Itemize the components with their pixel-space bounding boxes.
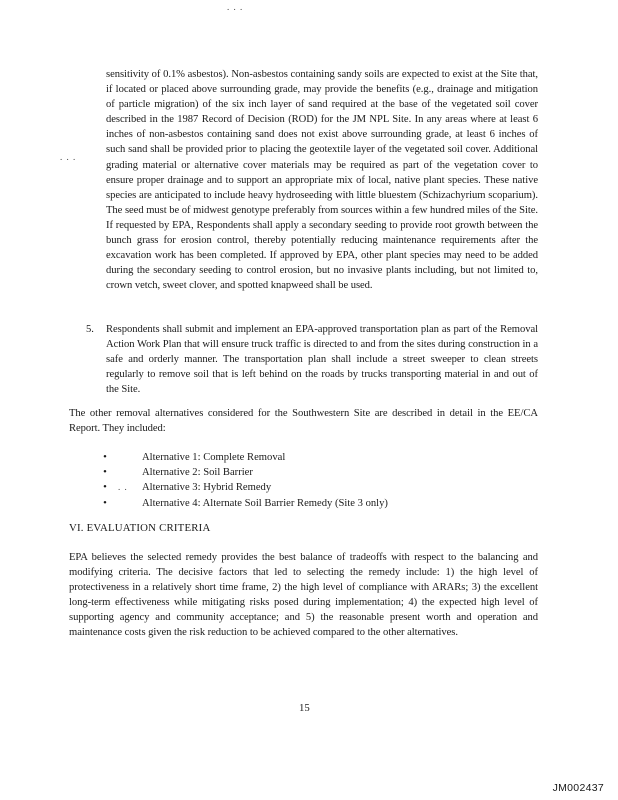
scan-artifact: . . — [118, 482, 128, 492]
item-text: Respondents shall submit and implement an EPA-approved transportation plan as part of the Removal Action Work Plan that will ensure truck traffic is directed to and from the sites during construction in a safe and orderly manner. The transportation plan shall include a street sweeper to clean streets regularly to remove soil that is left behind on the roads by trucks transporting material in and out of the Site. — [106, 324, 538, 396]
alternative-label: Alternative 2: Soil Barrier — [142, 467, 253, 479]
bullet-icon: • — [103, 497, 107, 509]
alternative-label: Alternative 3: Hybrid Remedy — [142, 482, 272, 494]
scan-artifact: . . . — [227, 2, 244, 12]
list-item — [100, 465, 388, 480]
scan-artifact: . . . — [60, 152, 77, 162]
item-number: 5. — [86, 324, 94, 335]
alternatives-intro: The other removal alternatives considered for the Southwestern Site are described in detail in the EE/CA Report. They included: — [69, 408, 538, 435]
page-number: 15 — [299, 702, 310, 714]
bates-number: JM002437 — [552, 782, 604, 794]
section-heading: VI. EVALUATION CRITERIA — [69, 522, 211, 534]
bullet-icon: • — [103, 467, 107, 479]
evaluation-paragraph: EPA believes the selected remedy provides the best balance of tradeoffs with respect to the balancing and modifying criteria. The decisive factors that led to selecting the remedy include: 1) the high level of protectiveness in a relatively short time frame, 2) the high level of compliance with ARARs; 3) the excellent long-term effectiveness while mitigating risks posed during implementation; 4) the expected high level of supporting agency and community acceptance; and 5) the reasonable present worth and operation and maintenance costs given the risk reduction to be achieved compared to the other alternatives. — [69, 552, 538, 639]
list-item — [100, 496, 388, 511]
alternative-label: Alternative 4: Alternate Soil Barrier Remedy (Site 3 only) — [142, 497, 388, 509]
list-item — [100, 450, 388, 465]
bullet-icon: • — [103, 482, 107, 494]
continued-paragraph: sensitivity of 0.1% asbestos). Non-asbestos containing sandy soils are expected to exist at the Site that, if located or placed above surrounding grade, may provide the benefits (e.g., drainage and mitigation of particle migration) of the six inch layer of sand required at the base of the vegetated soil cover described in the 1987 Record of Decision (ROD) for the JM NPL Site. In any areas where at least 6 inches of non-asbestos containing sand does not exist above surrounding grade, at least 6 inches of such sand shall be provided prior to placing the geotextile layer of the vegetated soil cover. Additional grading material or alternative cover materials may be required as part of the vegetation cover to ensure proper drainage and to support an appropriate mix of local, native plant species. These native species are anticipated to include heavy hydroseeding with little bluestem (Schizachyrium scoparium). The seed must be of midwest genotype preferably from sources within a few hundred miles of the Site. If requested by EPA, Respondents shall apply a secondary seeding to provide root growth between the bunch grass for erosion control, thereby potentially reducing maintenance requirements after the excavation work has been completed. If approved by EPA, other plant species may need to be added during the secondary seeding to control erosion, but no invasive plants including, but not limited to, crown vetch, sweet clover, and spotted knapweed shall be used. — [106, 69, 538, 292]
alternatives-list — [100, 450, 388, 511]
bullet-icon: • — [103, 452, 107, 463]
alternative-label: Alternative 1: Complete Removal — [142, 452, 286, 463]
list-item — [100, 480, 388, 495]
